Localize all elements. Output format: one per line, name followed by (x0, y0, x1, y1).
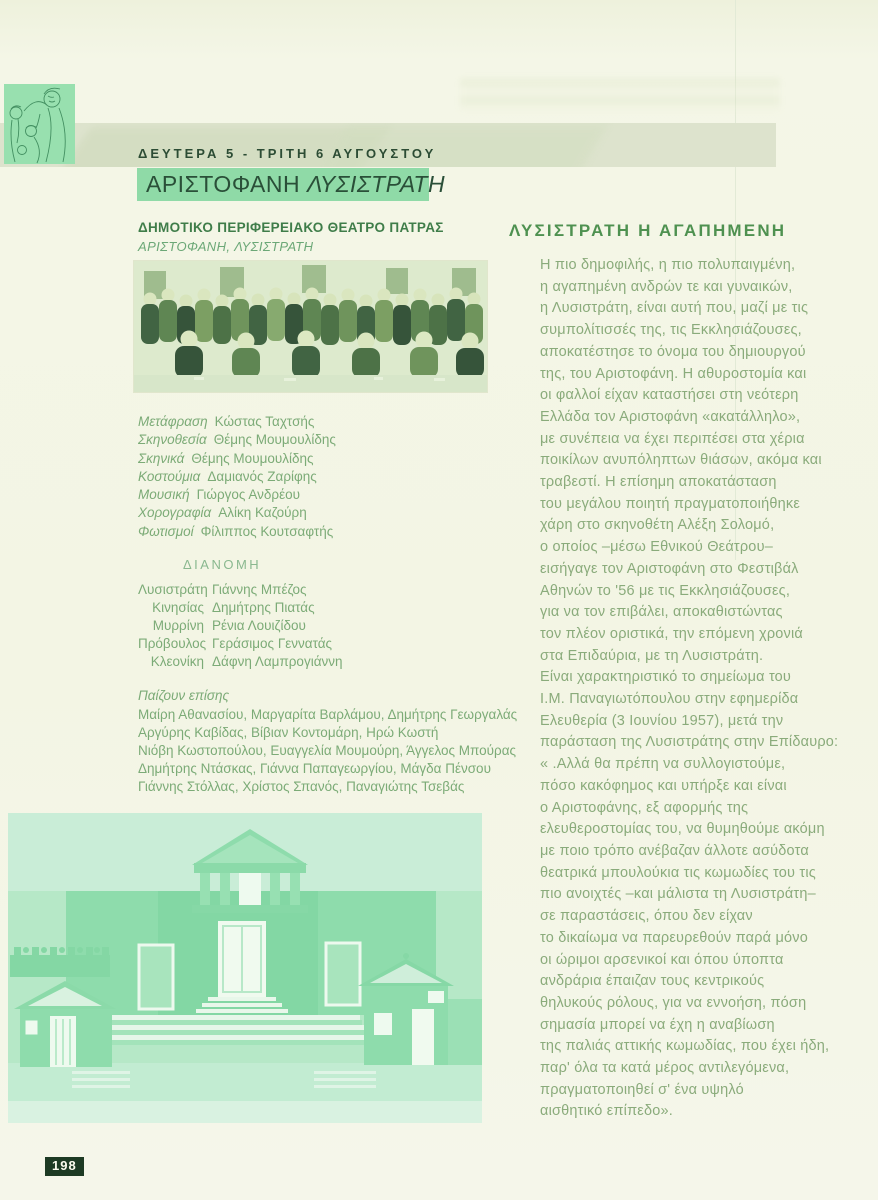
article-line: ο Αριστοφάνης, εξ αφορμής της (540, 799, 749, 816)
show-title-box (137, 168, 446, 201)
article-line: θεατρικά μπουλούκια τις κωμωδίες του τις (540, 864, 816, 881)
credits-list (138, 414, 336, 542)
article-line: θηλυκούς ρόλους, για να εννοήση, πόση (540, 994, 807, 1011)
article-line: παρ' όλα τα κατά μέρος αντιλεγόμενα, (540, 1060, 790, 1077)
cast-row (138, 654, 343, 672)
page-number: 198 (52, 1158, 77, 1173)
cast-role: Λυσιστράτη (138, 582, 208, 597)
article-line: η Λυσιστράτη, είναι αυτή που, μαζί με τις (540, 300, 809, 317)
article-line: για να τον επιβάλει, αποκαθιστώντας (540, 604, 783, 621)
cast-actor: Γεράσιμος Γεννατάς (212, 636, 333, 651)
cast-heading: ΔΙΑΝΟΜΗ (183, 557, 262, 572)
article-line: Αθηνών το '56 με τις Εκκλησιάζουσες, (540, 582, 791, 599)
cast-actor: Ρένια Λουιζίδου (212, 618, 306, 633)
cast-list (138, 582, 343, 672)
article-line: ελευθεροστομίας του, να θυμηθούμε ακόμη (540, 821, 825, 838)
page-bleedthrough (460, 78, 780, 112)
credit-row (138, 524, 336, 542)
article-line: με ποιο τρόπο ανέβαζαν άλλοτε ασύδοτα (540, 842, 809, 859)
credit-name: Δαμιανός Ζαρίφης (207, 468, 317, 484)
article-line: χάρη στο σκηνοθέτη Αλέξη Σολομό, (540, 517, 775, 534)
article-line: της παλιάς αττικής κωμωδίας, που έχει ήδη, (540, 1038, 830, 1055)
article-line: αποκατέστησε το όνομα του δημιουργού (540, 343, 806, 360)
article-line: συμπολίτισσές της, τις Εκκλησιάζουσες, (540, 322, 802, 339)
also-playing-list (138, 706, 518, 796)
credit-role: Φωτισμοί (138, 523, 194, 539)
also-playing-line: Δημήτρης Ντάσκας, Γιάννα Παπαγεωργίου, Μάγδα Πένσου (138, 761, 491, 776)
article-line: Είναι χαρακτηριστικό το σημείωμα του (540, 669, 792, 686)
cast-role: Κλεονίκη (150, 654, 204, 669)
article-line: σε παραστάσεις, όπου δεν είχαν (540, 908, 753, 925)
article-line: πραγματοποιηθεί σ' ένα υψηλό (540, 1081, 744, 1098)
troupe-group-photo (134, 261, 487, 392)
article-line: με συνέπεια να έχει περιπέσει στα χέρια (540, 430, 805, 447)
also-playing-line: Γιάννης Στόλλας, Χρίστος Σπανός, Παναγιώτης Τσεβάς (138, 779, 465, 794)
credit-role: Χορογραφία (138, 505, 212, 521)
credit-name: Αλίκη Καζούρη (218, 505, 307, 521)
performance-date: ΔΕΥΤΕΡΑ 5 - ΤΡΙΤΗ 6 ΑΥΓΟΥΣΤΟΥ (138, 146, 437, 161)
article-line: αισθητικό επίπεδο». (540, 1103, 673, 1120)
article-line: ποικίλων ανυπόληπτων θιάσων, ακόμα και (540, 452, 822, 469)
credit-row (138, 505, 336, 523)
article-line: Ελλάδα τον Αριστοφάνη «ακατάλληλο», (540, 408, 801, 425)
show-title-play: ΛΥΣΙΣΤΡΑΤΗ (306, 171, 446, 197)
also-playing-line: Μαίρη Αθανασίου, Μαργαρίτα Βαρλάμου, Δημήτρης Γεωργαλάς (138, 707, 518, 722)
cast-role: Κινησίας (152, 600, 204, 615)
article-line: Ι.Μ. Παναγιωτόπουλου στην εφημερίδα (540, 691, 799, 708)
article-line: ο οποίος –μέσω Εθνικού Θεάτρου– (540, 539, 773, 556)
article-line: πόσο κακόφημος και υπήρξε και είναι (540, 777, 787, 794)
credit-name: Γιώργος Ανδρέου (196, 487, 301, 503)
credit-role: Μετάφραση (138, 414, 208, 429)
article-line: το δικαίωμα να παρευρεθούν παρά μόνο (540, 929, 808, 946)
theater-name: ΔΗΜΟΤΙΚΟ ΠΕΡΙΦΕΡΕΙΑΚΟ ΘΕΑΤΡΟ ΠΑΤΡΑΣ (138, 220, 444, 235)
credit-role: Σκηνοθεσία (138, 432, 207, 448)
article-line: Η πιο δημοφιλής, η πιο πολυπαιγμένη, (540, 257, 796, 273)
cast-row (138, 636, 343, 654)
also-playing-line: Αργύρης Καβίδας, Βίβιαν Κοντομάρη, Ηρώ Κωστή (138, 725, 439, 740)
credit-name: Θέμης Μουμουλίδης (191, 450, 314, 466)
credit-role: Σκηνικά (138, 450, 185, 466)
stage-set-illustration (8, 813, 482, 1123)
article-line: του μεγάλου ποιητή πραγματοποιήθηκε (540, 495, 801, 512)
article-line: εισήγαγε τον Αριστοφάνη στο Φεστιβάλ (540, 560, 799, 577)
credit-name: Κώστας Ταχτσής (214, 414, 315, 429)
credit-row (138, 414, 336, 432)
also-playing-line: Νιόβη Κωστοπούλου, Ευαγγελία Μουμούρη, Άγγελος Μπούρας (138, 743, 517, 758)
show-subtitle: ΑΡΙΣΤΟΦΑΝΗ, ΛΥΣΙΣΤΡΑΤΗ (138, 239, 314, 254)
article-heading: ΛΥΣΙΣΤΡΑΤΗ Η ΑΓΑΠΗΜΕΝΗ (509, 221, 787, 240)
cast-row (138, 618, 343, 636)
article-body (540, 255, 858, 1123)
credit-row (138, 432, 336, 450)
show-title-author: ΑΡΙΣΤΟΦΑΝΗ (146, 171, 307, 197)
classical-figures-illustration (4, 84, 75, 164)
article-line: οι ώριμοι αρσενικοί και όπου ύποπτα (540, 951, 784, 968)
article-line: Ελευθερία (3 Ιουνίου 1957), μετά την (540, 712, 784, 729)
also-playing-label: Παίζουν επίσης (138, 688, 230, 703)
cast-row (138, 600, 343, 618)
page-number-badge (45, 1157, 84, 1176)
article-line: παράσταση της Λυσιστράτης στην Επίδαυρο: (540, 734, 839, 751)
credit-role: Μουσική (138, 487, 190, 503)
credit-row (138, 451, 336, 469)
article-line: « .Αλλά θα πρέπη να συλλογιστούμε, (540, 756, 786, 773)
credit-name: Φίλιππος Κουτσαφτής (200, 523, 334, 539)
article-line: της, του Αριστοφάνη. Η αθυροστομία και (540, 365, 807, 382)
article-line: η αγαπημένη ανδρών τε και γυναικών, (540, 278, 793, 295)
article-line: οι φαλλοί είχαν καταστήσει στη νεότερη (540, 387, 799, 404)
cast-role: Πρόβουλος (138, 636, 207, 651)
article-line: ανδράρια έπαιζαν τους κεντρικούς (540, 973, 765, 990)
article-line: τραβεστί. Η επίσημη αποκατάσταση (540, 474, 777, 491)
credit-role: Κοστούμια (138, 468, 201, 484)
cast-actor: Δημήτρης Πιατάς (212, 600, 315, 615)
article-line: σημασία μπορεί να έχη η αναβίωση (540, 1016, 775, 1033)
credit-name: Θέμης Μουμουλίδης (213, 432, 336, 448)
credit-row (138, 469, 336, 487)
cast-actor: Δάφνη Λαμπρογιάννη (212, 654, 343, 669)
article-line: στα Επιδαύρια, με τη Λυσιστράτη. (540, 647, 764, 664)
cast-role: Μυρρίνη (152, 618, 204, 633)
credit-row (138, 487, 336, 505)
article-line: πιο ανοιχτές –και μάλιστα τη Λυσιστράτη– (540, 886, 816, 903)
article-line: τον πλέον οριστικά, την επόμενη χρονιά (540, 625, 804, 642)
cast-row (138, 582, 343, 600)
cast-actor: Γιάννης Μπέζος (212, 582, 307, 597)
